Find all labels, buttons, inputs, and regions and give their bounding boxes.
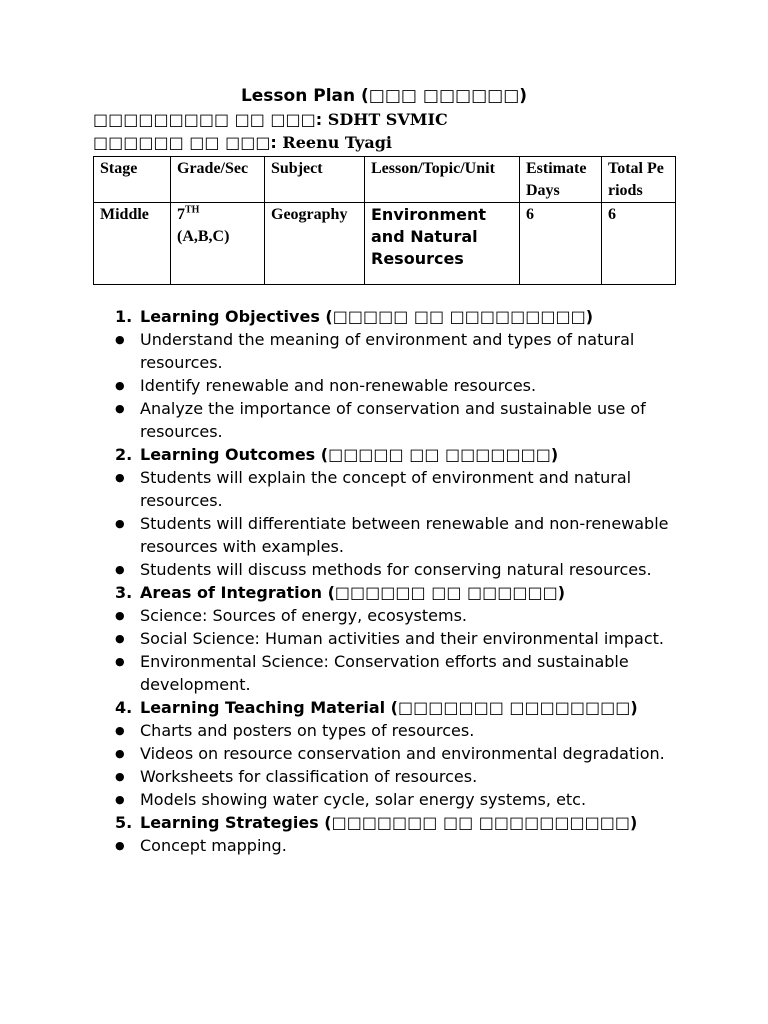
section-heading: [115, 811, 675, 834]
bullet-icon: ●: [115, 747, 125, 760]
cell-topic: Environment and Natural Resources: [365, 203, 520, 285]
bullet-icon: ●: [115, 655, 125, 668]
school-label: □□□□□□□□□ □□ □□□:: [93, 110, 323, 129]
section-heading: [115, 581, 675, 604]
bullet-icon: ●: [115, 632, 125, 645]
lesson-table: [93, 156, 676, 285]
section-title: Areas of Integration (□□□□□□ □□ □□□□□□): [140, 583, 566, 602]
header-stage: Stage: [94, 157, 171, 203]
bullet-icon: ●: [115, 471, 125, 484]
section-title: Learning Teaching Material (□□□□□□□ □□□□□□□□): [140, 698, 638, 717]
bullet-icon: ●: [115, 517, 125, 530]
section-list: [115, 328, 675, 443]
bullet-icon: ●: [115, 563, 125, 576]
bullet-icon: ●: [115, 333, 125, 346]
teacher-value: Reenu Tyagi: [282, 133, 392, 152]
section-title: Learning Outcomes (□□□□□ □□ □□□□□□□): [140, 445, 559, 464]
section-list: [115, 719, 675, 811]
section-number: 3.: [115, 583, 133, 602]
list-item: ● Videos on resource conservation and environmental degradation.: [115, 744, 665, 763]
cell-stage: Middle: [94, 203, 171, 285]
section-list: [115, 834, 675, 857]
teacher-label: □□□□□□ □□ □□□:: [93, 133, 277, 152]
bullet-icon: ●: [115, 770, 125, 783]
cell-periods: 6: [602, 203, 676, 285]
list-item: ● Understand the meaning of environment and types of natural resources.: [115, 330, 635, 372]
table-row: [94, 203, 676, 285]
header-topic: Lesson/Topic/Unit: [365, 157, 520, 203]
header-periods: Total Periods: [602, 157, 676, 203]
header-days: Estimate Days: [520, 157, 602, 203]
section-number: 5.: [115, 813, 133, 832]
header-grade: Grade/Sec: [171, 157, 265, 203]
grade-number: 7: [177, 206, 185, 223]
section-heading: [115, 443, 675, 466]
bullet-icon: ●: [115, 724, 125, 737]
list-item: ● Concept mapping.: [115, 836, 287, 855]
list-item: ● Identify renewable and non-renewable resources.: [115, 376, 537, 395]
header-subject: Subject: [265, 157, 365, 203]
bullet-icon: ●: [115, 379, 125, 392]
list-item: ● Worksheets for classification of resources.: [115, 767, 478, 786]
bullet-icon: ●: [115, 609, 125, 622]
bullet-icon: ●: [115, 839, 125, 852]
cell-subject: Geography: [265, 203, 365, 285]
section-heading: [115, 305, 675, 328]
section-number: 2.: [115, 445, 133, 464]
teacher-line: [93, 133, 392, 152]
cell-grade: [171, 203, 265, 285]
section-title: Learning Strategies (□□□□□□□ □□ □□□□□□□□□□): [140, 813, 638, 832]
lesson-sections: [115, 305, 675, 857]
list-item: ● Science: Sources of energy, ecosystems.: [115, 606, 467, 625]
section-list: [115, 466, 675, 581]
section-title: Learning Objectives (□□□□□ □□ □□□□□□□□□): [140, 307, 594, 326]
cell-days: 6: [520, 203, 602, 285]
section-heading: [115, 696, 675, 719]
list-item: ● Students will differentiate between renewable and non-renewable resources with examples.: [115, 514, 669, 556]
grade-suffix: TH: [185, 204, 200, 216]
page-title: Lesson Plan (□□□ □□□□□□): [240, 86, 528, 106]
list-item: ● Environmental Science: Conservation efforts and sustainable development.: [115, 652, 629, 694]
bullet-icon: ●: [115, 402, 125, 415]
school-value: SDHT SVMIC: [327, 110, 448, 129]
list-item: ● Social Science: Human activities and their environmental impact.: [115, 629, 664, 648]
section-number: 4.: [115, 698, 133, 717]
list-item: ● Analyze the importance of conservation and sustainable use of resources.: [115, 399, 646, 441]
section-number: 1.: [115, 307, 133, 326]
bullet-icon: ●: [115, 793, 125, 806]
section-list: [115, 604, 675, 696]
list-item: ● Models showing water cycle, solar energy systems, etc.: [115, 790, 587, 809]
list-item: ● Students will explain the concept of environment and natural resources.: [115, 468, 632, 510]
school-line: [93, 110, 448, 129]
list-item: ● Students will discuss methods for conserving natural resources.: [115, 560, 652, 579]
grade-sections: (A,B,C): [177, 228, 230, 245]
table-header-row: [94, 157, 676, 203]
list-item: ● Charts and posters on types of resources.: [115, 721, 475, 740]
